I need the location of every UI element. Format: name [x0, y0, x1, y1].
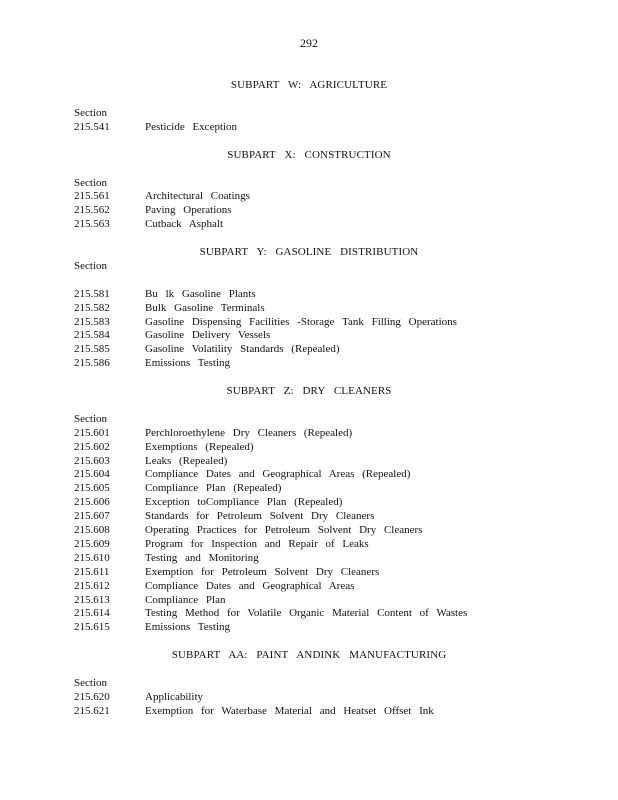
section-row — [74, 495, 594, 509]
section-number: 215.609 — [74, 538, 110, 550]
section-number: 215.615 — [74, 621, 110, 633]
section-title: Exemptions (Repealed) — [145, 441, 254, 453]
section-row — [74, 440, 594, 454]
section-title: Applicability — [145, 691, 204, 703]
section-title: Bulk Gasoline Terminals — [145, 302, 265, 314]
section-number: 215.562 — [74, 204, 110, 216]
subpart-heading-y: SUBPART Y: GASOLINE DISTRIBUTION — [199, 246, 419, 258]
subpart-heading-aa: SUBPART AA: PAINT ANDINK MANUFACTURING — [171, 649, 447, 661]
section-title: Program for Inspection and Repair of Leaks — [145, 538, 369, 550]
section-row — [74, 217, 594, 231]
section-title: Gasoline Delivery Vessels — [145, 329, 271, 341]
section-row — [74, 551, 594, 565]
section-row — [74, 467, 594, 481]
section-title: Cutback Asphalt — [145, 218, 224, 230]
section-title: Gasoline Dispensing Facilities -Storage Tank Filling Operations — [145, 316, 457, 328]
section-title: Exemption for Petroleum Solvent Dry Cleaners — [145, 566, 380, 578]
section-number: 215.561 — [74, 190, 110, 202]
section-number: 215.621 — [74, 705, 110, 717]
section-row — [74, 690, 594, 704]
subpart-heading-w: SUBPART W: AGRICULTURE — [230, 79, 388, 91]
section-row — [74, 356, 594, 370]
section-label: Section — [74, 177, 107, 189]
section-row — [74, 523, 594, 537]
section-number: 215.584 — [74, 329, 110, 341]
section-row — [74, 593, 594, 607]
section-row — [74, 189, 594, 203]
section-title: Compliance Plan (Repealed) — [145, 482, 282, 494]
section-title: Exemption for Waterbase Material and Heatset Offset Ink — [145, 705, 434, 717]
section-title: Paving Operations — [145, 204, 232, 216]
section-number: 215.620 — [74, 691, 110, 703]
section-title: Gasoline Volatility Standards (Repealed) — [145, 343, 340, 355]
section-row — [74, 481, 594, 495]
section-title: Exception toCompliance Plan (Repealed) — [145, 496, 343, 508]
section-row — [74, 579, 594, 593]
section-title: Standards for Petroleum Solvent Dry Cleaners — [145, 510, 375, 522]
section-row — [74, 454, 594, 468]
section-row — [74, 203, 594, 217]
section-row — [74, 565, 594, 579]
section-number: 215.610 — [74, 552, 110, 564]
section-row — [74, 120, 594, 134]
section-title: Testing and Monitoring — [145, 552, 259, 564]
section-label: Section — [74, 260, 107, 272]
section-row — [74, 426, 594, 440]
section-number: 215.602 — [74, 441, 110, 453]
section-title: Emissions Testing — [145, 621, 231, 633]
section-title: Compliance Dates and Geographical Areas (Repealed) — [145, 468, 411, 480]
section-number: 215.608 — [74, 524, 110, 536]
section-row — [74, 537, 594, 551]
section-label: Section — [74, 677, 107, 689]
subpart-heading-z: SUBPART Z: DRY CLEANERS — [226, 385, 392, 397]
section-row — [74, 704, 594, 718]
section-title: Emissions Testing — [145, 357, 231, 369]
section-number: 215.605 — [74, 482, 110, 494]
section-row — [74, 620, 594, 634]
section-title: Operating Practices for Petroleum Solvent Dry Cleaners — [145, 524, 423, 536]
subpart-heading-x: SUBPART X: CONSTRUCTION — [227, 149, 391, 161]
section-number: 215.582 — [74, 302, 110, 314]
section-number: 215.563 — [74, 218, 110, 230]
section-number: 215.583 — [74, 316, 110, 328]
section-title: Pesticide Exception — [145, 121, 238, 133]
section-title: Perchloroethylene Dry Cleaners (Repealed) — [145, 427, 353, 439]
section-row — [74, 287, 594, 301]
section-title: Compliance Plan — [145, 594, 226, 606]
page-number: 292 — [300, 36, 318, 50]
section-number: 215.581 — [74, 288, 110, 300]
section-label: Section — [74, 413, 107, 425]
section-row — [74, 301, 594, 315]
section-number: 215.607 — [74, 510, 110, 522]
section-number: 215.601 — [74, 427, 110, 439]
section-title: Compliance Dates and Geographical Areas — [145, 580, 355, 592]
section-title: Bu lk Gasoline Plants — [145, 288, 256, 300]
section-number: 215.585 — [74, 343, 110, 355]
section-row — [74, 328, 594, 342]
section-number: 215.606 — [74, 496, 110, 508]
section-number: 215.614 — [74, 607, 110, 619]
section-label: Section — [74, 107, 107, 119]
section-number: 215.612 — [74, 580, 110, 592]
section-title: Architectural Coatings — [145, 190, 250, 202]
section-number: 215.603 — [74, 455, 110, 467]
section-number: 215.613 — [74, 594, 110, 606]
section-number: 215.541 — [74, 121, 110, 133]
section-number: 215.586 — [74, 357, 110, 369]
section-number: 215.604 — [74, 468, 110, 480]
section-number: 215.611 — [74, 566, 110, 578]
section-title: Testing Method for Volatile Organic Material Content of Wastes — [145, 607, 468, 619]
section-row — [74, 509, 594, 523]
section-row — [74, 606, 594, 620]
section-row — [74, 342, 594, 356]
section-row — [74, 315, 594, 329]
section-title: Leaks (Repealed) — [145, 455, 228, 467]
